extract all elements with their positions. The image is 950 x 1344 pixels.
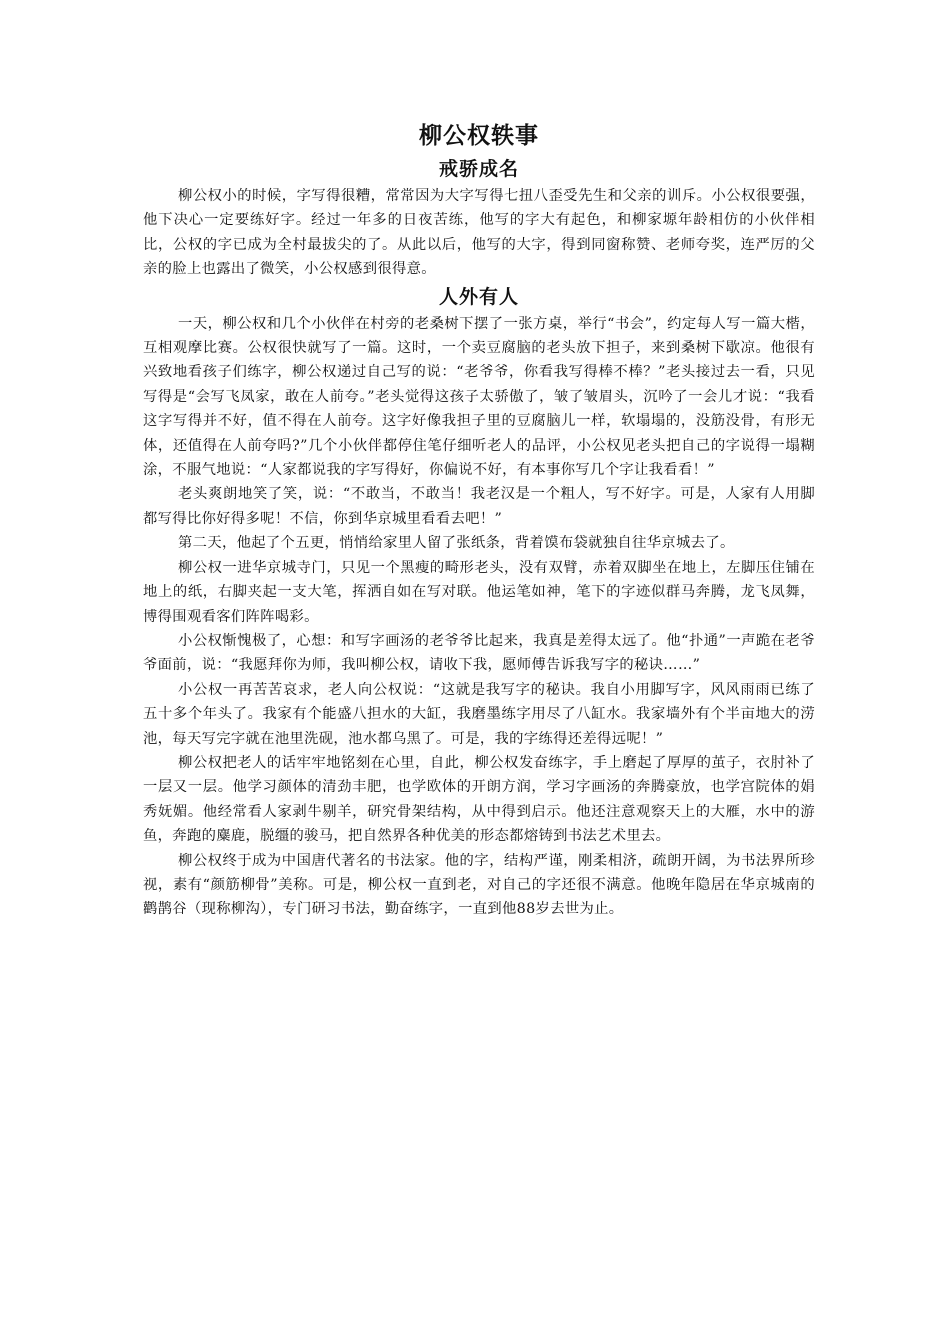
section-heading-2: 人外有人 [438, 285, 519, 308]
paragraph: 小公权惭愧极了，心想：和写字画汤的老爷爷比起来，我真是差得太远了。他“扑通”一声跪在老爷爷面前，说：“我愿拜你为师，我叫柳公权，请收下我，愿师傅告诉我写字的秘诀……” [143, 632, 815, 674]
paragraph: 柳公权把老人的话牢牢地铭刻在心里，自此，柳公权发奋练字，手上磨起了厚厚的茧子，衣肘补了一层又一层。他学习颜体的清劲丰肥，也学欧体的开朗方润，学习字画汤的奔腾豪放，也学宫院体的娟秀妩媚。他经常看人家剥牛剔羊，研究骨架结构，从中得到启示。他还注意观察天上的大雁，水中的游鱼，奔跑的麋鹿，脱缰的骏马，把自然界各种优美的形态都熔铸到书法艺术里去。 [143, 754, 815, 845]
document-title: 柳公权轶事 [419, 123, 539, 149]
paragraph: 柳公权一进华京城寺门，只见一个黑瘦的畸形老头，没有双臂，赤着双脚坐在地上，左脚压住铺在地上的纸，右脚夹起一支大笔，挥洒自如在写对联。他运笔如神，笔下的字迹似群马奔腾，龙飞凤舞，博得围观看客们阵阵喝彩。 [143, 559, 815, 625]
paragraph: 第二天，他起了个五更，悄悄给家里人留了张纸条，背着馍布袋就独自往华京城去了。 [178, 535, 735, 552]
section-heading-1: 戒骄成名 [438, 158, 519, 180]
document-page [143, 118, 815, 922]
paragraph: 小公权一再苦苦哀求，老人向公权说：“这就是我写字的秘诀。我自小用脚写字，风风雨雨已练了五十多个年头了。我家有个能盛八担水的大缸，我磨墨练字用尽了八缸水。我家墙外有个半亩地大的涝池，每天写完字就在池里洗砚，池水都乌黑了。可是，我的字练得还差得远呢！” [143, 681, 815, 747]
paragraph: 老头爽朗地笑了笑，说：“不敢当，不敢当！我老汉是一个粗人，写不好字。可是，人家有人用脚都写得比你好得多呢！不信，你到华京城里看看去吧！” [143, 486, 815, 527]
paragraph: 一天，柳公权和几个小伙伴在村旁的老桑树下摆了一张方桌，举行“书会”，约定每人写一篇大楷，互相观摩比赛。公权很快就写了一篇。这时，一个卖豆腐脑的老头放下担子，来到桑树下歇凉。他很有兴致地看孩子们练字，柳公权递过自己写的说：“老爷爷，你看我写得棒不棒？”老头接过去一看，只见写得是“会写飞凤家，敢在人前夸。”老头觉得这孩子太骄傲了，皱了皱眉头，沉吟了一会儿才说：“我看这字写得并不好，值不得在人前夸。这字好像我担子里的豆腐脑儿一样，软塌塌的，没筋没骨，有形无体，还值得在人前夸吗?”几个小伙伴都停住笔仔细听老人的品评，小公权见老头把自己的字说得一塌糊涂，不服气地说：“人家都说我的字写得好，你偏说不好，有本事你写几个字让我看看！” [143, 315, 815, 479]
paragraph: 柳公权终于成为中国唐代著名的书法家。他的字，结构严谨，刚柔相济，疏朗开阔，为书法界所珍视，素有“颜筋柳骨”美称。可是，柳公权一直到老，对自己的字还很不满意。他晚年隐居在华京城南的鹳鹊谷（现称柳沟），专门研习书法，勤奋练字，一直到他88岁去世为止。 [143, 852, 815, 918]
paragraph: 柳公权小的时候，字写得很糟，常常因为大字写得七扭八歪受先生和父亲的训斥。小公权很要强，他下决心一定要练好字。经过一年多的日夜苦练，他写的字大有起色，和柳家塬年龄相仿的小伙伴相比，公权的字已成为全村最拔尖的了。从此以后，他写的大字，得到同窗称赞、老师夸奖，连严厉的父亲的脸上也露出了微笑，小公权感到很得意。 [143, 188, 815, 278]
